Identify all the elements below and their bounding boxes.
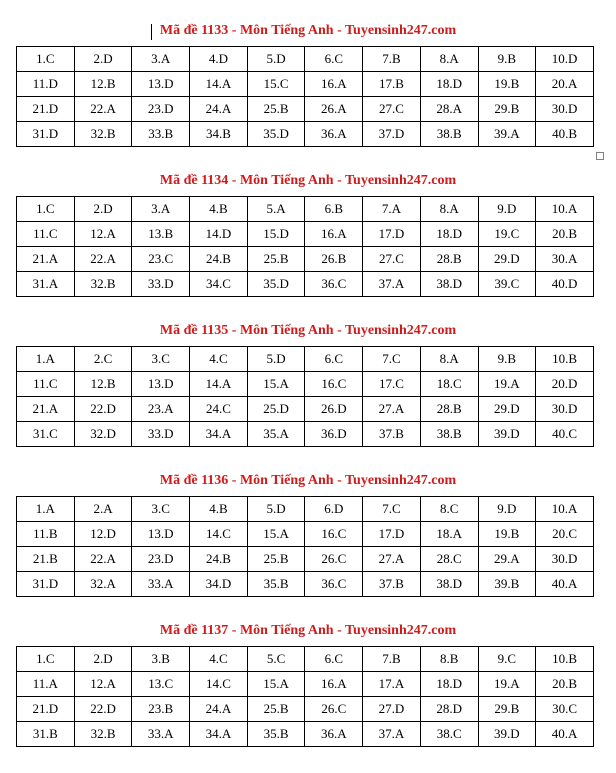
- answer-cell: 25.B: [247, 547, 305, 572]
- answer-cell: 34.A: [190, 722, 248, 747]
- answer-cell: 10.B: [536, 347, 594, 372]
- table-row: [17, 397, 594, 422]
- answer-cell: 30.A: [536, 247, 594, 272]
- answer-cell: 26.A: [305, 97, 363, 122]
- table-row: [17, 222, 594, 247]
- answer-cell: 14.C: [190, 672, 248, 697]
- answer-cell: 22.A: [74, 547, 132, 572]
- section-title: Mã đề 1137 - Môn Tiếng Anh - Tuyensinh247.com: [159, 623, 457, 638]
- answer-cell: 10.A: [536, 497, 594, 522]
- answer-cell: 3.C: [132, 497, 190, 522]
- answer-cell: 30.C: [536, 697, 594, 722]
- answer-cell: 40.A: [536, 572, 594, 597]
- answer-cell: 39.B: [478, 572, 536, 597]
- text-cursor: [151, 24, 152, 40]
- answer-cell: 12.A: [74, 222, 132, 247]
- answer-cell: 36.C: [305, 272, 363, 297]
- section-title: Mã đề 1136 - Môn Tiếng Anh - Tuyensinh247.com: [159, 473, 457, 488]
- answer-cell: 27.C: [363, 247, 421, 272]
- table-row: [17, 722, 594, 747]
- answer-cell: 2.C: [74, 347, 132, 372]
- answer-cell: 14.C: [190, 522, 248, 547]
- answer-cell: 30.D: [536, 97, 594, 122]
- answer-cell: 25.D: [247, 397, 305, 422]
- answer-cell: 10.A: [536, 197, 594, 222]
- answer-cell: 2.D: [74, 197, 132, 222]
- answer-cell: 35.B: [247, 722, 305, 747]
- answer-cell: 9.D: [478, 497, 536, 522]
- answer-cell: 38.D: [420, 572, 478, 597]
- answer-cell: 9.B: [478, 47, 536, 72]
- answer-cell: 18.D: [420, 72, 478, 97]
- answer-cell: 10.B: [536, 647, 594, 672]
- answer-cell: 15.C: [247, 72, 305, 97]
- answer-cell: 4.C: [190, 647, 248, 672]
- answer-cell: 29.A: [478, 547, 536, 572]
- answer-cell: 13.C: [132, 672, 190, 697]
- answer-cell: 10.D: [536, 47, 594, 72]
- answer-cell: 37.B: [363, 422, 421, 447]
- answer-cell: 40.B: [536, 122, 594, 147]
- answer-cell: 26.B: [305, 247, 363, 272]
- answer-cell: 14.D: [190, 222, 248, 247]
- answer-cell: 15.A: [247, 672, 305, 697]
- answer-cell: 5.A: [247, 197, 305, 222]
- answer-cell: 28.D: [420, 697, 478, 722]
- answer-cell: 18.A: [420, 522, 478, 547]
- answer-cell: 33.D: [132, 272, 190, 297]
- answer-table: [16, 646, 594, 747]
- answer-cell: 36.A: [305, 122, 363, 147]
- answer-cell: 13.D: [132, 372, 190, 397]
- answer-cell: 15.A: [247, 522, 305, 547]
- answer-cell: 35.B: [247, 572, 305, 597]
- answer-cell: 25.B: [247, 97, 305, 122]
- answer-cell: 17.C: [363, 372, 421, 397]
- answer-cell: 21.B: [17, 547, 75, 572]
- answer-cell: 5.D: [247, 347, 305, 372]
- answer-cell: 21.A: [17, 247, 75, 272]
- answer-cell: 8.B: [420, 647, 478, 672]
- answer-cell: 18.C: [420, 372, 478, 397]
- answer-cell: 22.D: [74, 697, 132, 722]
- answer-cell: 19.A: [478, 672, 536, 697]
- answer-cell: 27.C: [363, 97, 421, 122]
- table-row: [17, 372, 594, 397]
- section-title: Mã đề 1135 - Môn Tiếng Anh - Tuyensinh247.com: [159, 323, 457, 338]
- answer-cell: 32.B: [74, 272, 132, 297]
- answer-cell: 3.A: [132, 47, 190, 72]
- answer-cell: 27.A: [363, 397, 421, 422]
- answer-cell: 39.D: [478, 722, 536, 747]
- table-row: [17, 347, 594, 372]
- answer-cell: 1.C: [17, 647, 75, 672]
- answer-cell: 33.A: [132, 572, 190, 597]
- answer-cell: 4.C: [190, 347, 248, 372]
- answer-cell: 8.A: [420, 347, 478, 372]
- answer-cell: 37.A: [363, 722, 421, 747]
- answer-cell: 13.D: [132, 522, 190, 547]
- answer-cell: 20.D: [536, 372, 594, 397]
- section-title: Mã đề 1134 - Môn Tiếng Anh - Tuyensinh247.com: [159, 173, 457, 188]
- answer-cell: 36.C: [305, 572, 363, 597]
- answer-cell: 25.B: [247, 697, 305, 722]
- answer-cell: 36.A: [305, 722, 363, 747]
- answer-cell: 28.C: [420, 547, 478, 572]
- answer-cell: 5.D: [247, 47, 305, 72]
- answer-cell: 12.B: [74, 72, 132, 97]
- answer-cell: 31.D: [17, 122, 75, 147]
- answer-cell: 32.D: [74, 422, 132, 447]
- answer-cell: 6.C: [305, 647, 363, 672]
- answer-cell: 31.D: [17, 572, 75, 597]
- answer-cell: 32.A: [74, 572, 132, 597]
- answer-cell: 28.B: [420, 247, 478, 272]
- table-row: [17, 272, 594, 297]
- answer-cell: 14.A: [190, 72, 248, 97]
- answer-cell: 17.D: [363, 222, 421, 247]
- answer-cell: 15.D: [247, 222, 305, 247]
- table-row: [17, 497, 594, 522]
- answer-cell: 39.A: [478, 122, 536, 147]
- answer-cell: 33.D: [132, 422, 190, 447]
- answer-cell: 18.D: [420, 672, 478, 697]
- answer-cell: 16.A: [305, 222, 363, 247]
- answer-cell: 1.A: [17, 497, 75, 522]
- answer-cell: 25.B: [247, 247, 305, 272]
- table-row: [17, 647, 594, 672]
- table-resize-handle[interactable]: [596, 152, 604, 160]
- answer-cell: 23.B: [132, 697, 190, 722]
- answer-cell: 9.B: [478, 347, 536, 372]
- answer-cell: 20.C: [536, 522, 594, 547]
- answer-cell: 24.B: [190, 547, 248, 572]
- answer-cell: 21.A: [17, 397, 75, 422]
- answer-cell: 7.A: [363, 197, 421, 222]
- answer-cell: 16.A: [305, 72, 363, 97]
- answer-cell: 1.C: [17, 47, 75, 72]
- answer-cell: 22.A: [74, 97, 132, 122]
- answer-cell: 29.D: [478, 397, 536, 422]
- answer-cell: 13.D: [132, 72, 190, 97]
- answer-cell: 16.C: [305, 372, 363, 397]
- answer-cell: 27.D: [363, 697, 421, 722]
- answer-cell: 14.A: [190, 372, 248, 397]
- answer-cell: 16.A: [305, 672, 363, 697]
- answer-table: [16, 46, 594, 147]
- answer-cell: 32.B: [74, 722, 132, 747]
- answer-cell: 39.D: [478, 422, 536, 447]
- answer-cell: 24.A: [190, 697, 248, 722]
- section-title: Mã đề 1133 - Môn Tiếng Anh - Tuyensinh247.com: [159, 23, 457, 38]
- answer-table: [16, 496, 594, 597]
- answer-cell: 34.C: [190, 272, 248, 297]
- answer-cell: 23.C: [132, 247, 190, 272]
- answer-cell: 21.D: [17, 97, 75, 122]
- answer-cell: 11.C: [17, 372, 75, 397]
- answer-cell: 35.D: [247, 122, 305, 147]
- answer-cell: 3.A: [132, 197, 190, 222]
- table-row: [17, 247, 594, 272]
- answer-cell: 20.B: [536, 672, 594, 697]
- table-row: [17, 572, 594, 597]
- answer-cell: 8.A: [420, 197, 478, 222]
- answer-cell: 33.A: [132, 722, 190, 747]
- answer-cell: 19.B: [478, 72, 536, 97]
- answer-cell: 36.D: [305, 422, 363, 447]
- answer-cell: 11.D: [17, 72, 75, 97]
- answer-cell: 37.D: [363, 122, 421, 147]
- answer-cell: 4.D: [190, 47, 248, 72]
- answer-cell: 2.D: [74, 47, 132, 72]
- answer-cell: 17.B: [363, 72, 421, 97]
- answer-table: [16, 196, 594, 297]
- answer-cell: 21.D: [17, 697, 75, 722]
- answer-cell: 23.A: [132, 397, 190, 422]
- table-row: [17, 672, 594, 697]
- answer-cell: 17.A: [363, 672, 421, 697]
- answer-cell: 26.C: [305, 697, 363, 722]
- answer-cell: 12.D: [74, 522, 132, 547]
- answer-cell: 37.A: [363, 272, 421, 297]
- answer-cell: 4.B: [190, 497, 248, 522]
- answer-cell: 6.C: [305, 347, 363, 372]
- answer-cell: 30.D: [536, 397, 594, 422]
- answer-cell: 4.B: [190, 197, 248, 222]
- answer-cell: 34.A: [190, 422, 248, 447]
- answer-cell: 26.D: [305, 397, 363, 422]
- answer-cell: 7.B: [363, 647, 421, 672]
- answer-cell: 12.A: [74, 672, 132, 697]
- answer-cell: 7.C: [363, 497, 421, 522]
- answer-cell: 5.D: [247, 497, 305, 522]
- table-row: [17, 522, 594, 547]
- answer-cell: 6.B: [305, 197, 363, 222]
- answer-cell: 18.D: [420, 222, 478, 247]
- answer-cell: 6.C: [305, 47, 363, 72]
- answer-cell: 8.C: [420, 497, 478, 522]
- table-row: [17, 122, 594, 147]
- answer-cell: 23.D: [132, 97, 190, 122]
- answer-cell: 39.C: [478, 272, 536, 297]
- answer-cell: 24.B: [190, 247, 248, 272]
- answer-cell: 27.A: [363, 547, 421, 572]
- answer-cell: 35.D: [247, 272, 305, 297]
- table-row: [17, 697, 594, 722]
- table-row: [17, 422, 594, 447]
- table-row: [17, 197, 594, 222]
- answer-cell: 9.D: [478, 197, 536, 222]
- answer-cell: 19.A: [478, 372, 536, 397]
- answer-cell: 1.C: [17, 197, 75, 222]
- answer-cell: 12.B: [74, 372, 132, 397]
- answer-cell: 29.B: [478, 97, 536, 122]
- answer-cell: 22.A: [74, 247, 132, 272]
- answer-cell: 11.C: [17, 222, 75, 247]
- answer-cell: 40.C: [536, 422, 594, 447]
- answer-cell: 8.A: [420, 47, 478, 72]
- answer-cell: 19.B: [478, 522, 536, 547]
- answer-cell: 31.C: [17, 422, 75, 447]
- answer-cell: 26.C: [305, 547, 363, 572]
- answer-cell: 2.D: [74, 647, 132, 672]
- answer-cell: 23.D: [132, 547, 190, 572]
- answer-cell: 38.B: [420, 122, 478, 147]
- answer-cell: 28.A: [420, 97, 478, 122]
- answer-cell: 16.C: [305, 522, 363, 547]
- answer-cell: 7.C: [363, 347, 421, 372]
- answer-cell: 31.B: [17, 722, 75, 747]
- answer-cell: 7.B: [363, 47, 421, 72]
- answer-cell: 33.B: [132, 122, 190, 147]
- answer-cell: 38.B: [420, 422, 478, 447]
- answer-cell: 40.A: [536, 722, 594, 747]
- table-row: [17, 72, 594, 97]
- answer-cell: 3.C: [132, 347, 190, 372]
- answer-cell: 1.A: [17, 347, 75, 372]
- table-row: [17, 97, 594, 122]
- answer-cell: 32.B: [74, 122, 132, 147]
- answer-table: [16, 346, 594, 447]
- answer-cell: 38.D: [420, 272, 478, 297]
- answer-cell: 20.A: [536, 72, 594, 97]
- answer-cell: 19.C: [478, 222, 536, 247]
- answer-cell: 37.B: [363, 572, 421, 597]
- answer-cell: 11.A: [17, 672, 75, 697]
- answer-cell: 15.A: [247, 372, 305, 397]
- answer-cell: 29.B: [478, 697, 536, 722]
- answer-cell: 17.D: [363, 522, 421, 547]
- answer-cell: 40.D: [536, 272, 594, 297]
- answer-cell: 31.A: [17, 272, 75, 297]
- answer-cell: 24.A: [190, 97, 248, 122]
- answer-cell: 9.C: [478, 647, 536, 672]
- answer-cell: 29.D: [478, 247, 536, 272]
- table-row: [17, 547, 594, 572]
- answer-cell: 3.B: [132, 647, 190, 672]
- answer-cell: 6.D: [305, 497, 363, 522]
- table-row: [17, 47, 594, 72]
- answer-cell: 5.C: [247, 647, 305, 672]
- answer-cell: 11.B: [17, 522, 75, 547]
- answer-cell: 22.D: [74, 397, 132, 422]
- answer-cell: 13.B: [132, 222, 190, 247]
- answer-cell: 30.D: [536, 547, 594, 572]
- answer-cell: 34.B: [190, 122, 248, 147]
- answer-cell: 28.B: [420, 397, 478, 422]
- answer-cell: 34.D: [190, 572, 248, 597]
- answer-cell: 38.C: [420, 722, 478, 747]
- answer-cell: 20.B: [536, 222, 594, 247]
- answer-cell: 2.A: [74, 497, 132, 522]
- answer-cell: 35.A: [247, 422, 305, 447]
- answer-cell: 24.C: [190, 397, 248, 422]
